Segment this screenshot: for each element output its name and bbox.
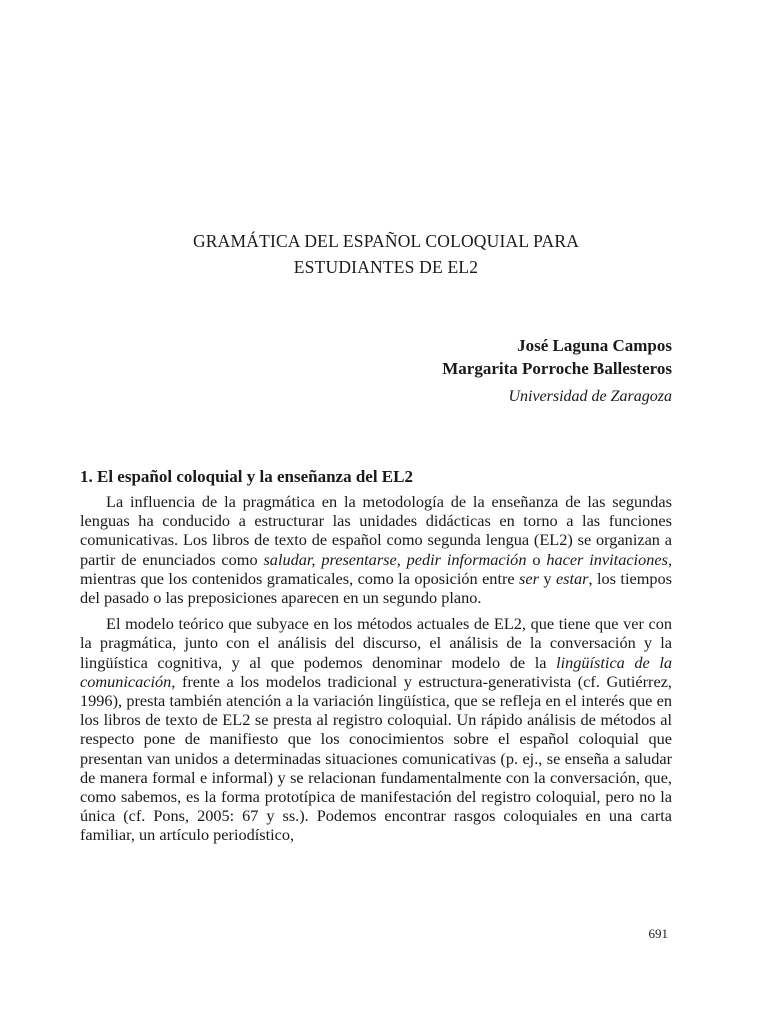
paragraph-1-italic-2: hacer invitaciones: [546, 549, 668, 569]
article-title: [96, 228, 676, 280]
article-title-line-2: ESTUDIANTES DE EL2: [293, 257, 479, 277]
paragraph-1-italic-3: ser: [519, 568, 539, 588]
paragraph-1-italic-1: saludar, presentarse, pedir información: [263, 549, 527, 569]
paragraph-1-text-2: o: [526, 549, 547, 569]
body-text: [80, 492, 672, 852]
author-name-1: José Laguna Campos: [517, 336, 672, 355]
paragraph-1-text-5: , los tiempos del pasado o las preposiciones aparecen en un segundo plano.: [80, 568, 672, 608]
paragraph-2: [80, 614, 672, 844]
paragraph-1-italic-4: estar: [555, 568, 589, 588]
page-number: 691: [648, 926, 668, 941]
section-heading: 1. El español coloquial y la enseñanza del EL2: [80, 467, 413, 486]
paragraph-1-text-4: y: [538, 568, 556, 588]
paragraph-2-text-1: El modelo teórico que subyace en los métodos actuales de EL2, que tiene que ver con la pragmática, junto con el análisis del discurso, el análisis de la conversación y la lingüística cognitiva, y al que podemos denominar modelo de la: [80, 614, 672, 672]
paragraph-1: [80, 492, 672, 607]
paragraph-1-text-3: , mientras que los contenidos gramaticales, como la oposición entre: [80, 549, 673, 588]
article-title-line-1: GRAMÁTICA DEL ESPAÑOL COLOQUIAL PARA: [192, 231, 580, 251]
paragraph-2-text-2: , frente a los modelos tradicional y estructura-generativista (cf. Gutiérrez, 1996), presta también atención a la variación lingüística, que se refleja en el interés que en los libros de texto de EL2 se presta al registro coloquial. Un rápido análisis de métodos al respecto pone de manifiesto que los conocimientos sobre el español coloquial que presentan van unidos a determinadas situaciones comunicativas (p. ej., se enseña a saludar de manera formal e informal) y se relacionan fundamentalmente con la conversación, que, como sabemos, es la forma prototípica de manifestación del registro coloquial, pero no la única (cf. Pons, 2005: 67 y ss.). Podemos encontrar rasgos coloquiales en una carta familiar, un artículo periodístico,: [80, 671, 672, 845]
author-block: [172, 334, 672, 409]
paragraph-2-italic-1: lingüística de la comunicación: [80, 652, 672, 691]
paragraph-1-text-1: La influencia de la pragmática en la metodología de la enseñanza de las segundas lenguas ha conducido a estructurar las unidades didácticas en torno a las funciones comunicativas. Los libros de texto de español como segunda lengua (EL2) se organizan a partir de enunciados como: [80, 492, 672, 569]
author-affiliation: Universidad de Zaragoza: [508, 388, 672, 405]
author-name-2: Margarita Porroche Ballesteros: [442, 359, 672, 378]
